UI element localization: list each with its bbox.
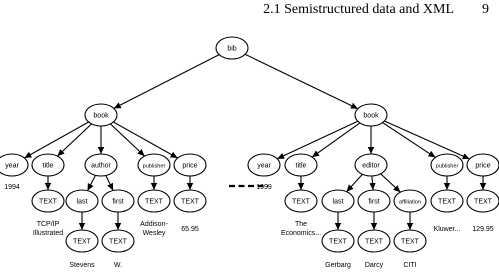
svg-text:editor: editor (362, 162, 380, 170)
svg-text:title: title (295, 162, 307, 170)
svg-text:TEXT: TEXT (401, 238, 419, 246)
node-lfirstT (102, 230, 134, 252)
svg-text:TEXT: TEXT (438, 198, 456, 206)
edge-bib-rbook (245, 54, 358, 108)
page-number: 9 (482, 2, 489, 17)
svg-text:author: author (91, 162, 111, 170)
value-right-publisher_value: Kluwer... (433, 226, 461, 233)
svg-text:TEXT: TEXT (365, 238, 383, 246)
svg-text:affiliation: affiliation (399, 199, 421, 206)
svg-text:TEXT: TEXT (145, 198, 163, 206)
edge-lauthor-llast (88, 175, 96, 190)
section-title: 2.1 Semistructured data and XML (263, 2, 454, 17)
edge-lauthor-lfirst (106, 176, 113, 191)
value-left-title_value-line1: TCP/IP (36, 221, 60, 228)
edge-lbook-lpub (110, 124, 144, 156)
value-right-title_value-line1: The (294, 221, 308, 228)
edge-lbook-lyear (24, 122, 88, 158)
svg-text:TEXT: TEXT (329, 238, 347, 246)
svg-text:last: last (76, 198, 88, 206)
value-left-first_value: W. (113, 262, 123, 269)
svg-text:TEXT: TEXT (109, 238, 127, 246)
svg-text:TEXT: TEXT (39, 198, 57, 206)
node-lpub (138, 154, 170, 176)
svg-text:book: book (363, 112, 379, 120)
svg-text:TEXT: TEXT (474, 198, 492, 206)
svg-text:last: last (332, 198, 344, 206)
node-lbook (85, 104, 117, 126)
value-right-price_value: 129.95 (472, 226, 494, 233)
edge-bib-lbook (114, 55, 219, 109)
svg-text:book: book (93, 112, 109, 120)
node-rfirst (358, 190, 390, 212)
node-rlast (322, 190, 354, 212)
value-right-affiliation_value: CITI (403, 262, 417, 269)
node-rpriceT (467, 190, 499, 212)
node-rpub (431, 154, 463, 176)
value-left-last_value: Stevens (69, 262, 95, 269)
svg-text:TEXT: TEXT (73, 238, 91, 246)
value-left-publisher_value-line1: Addison- (140, 221, 168, 228)
svg-text:first: first (368, 198, 380, 206)
value-right-year_value: 1999 (256, 184, 272, 191)
edge-reditor-raff (381, 174, 401, 192)
node-lauthor (85, 154, 117, 176)
value-left-publisher_value-line2: Wesley (142, 230, 166, 237)
node-rbook (355, 104, 387, 126)
node-ryear (248, 154, 280, 176)
node-lpubT (138, 190, 170, 212)
svg-text:year: year (5, 162, 19, 170)
node-reditor (355, 154, 387, 176)
edge-lbook-ltitle (57, 124, 91, 156)
node-lfirst (102, 190, 134, 212)
svg-text:title: title (42, 162, 54, 170)
edge-lbook-lprice (113, 122, 177, 158)
node-lpriceT (174, 190, 206, 212)
edge-rbook-rtitle (312, 123, 360, 157)
node-rprice (467, 154, 499, 176)
node-ltitleT (32, 190, 64, 212)
value-right-title_value-line2: Economics... (280, 230, 322, 237)
value-left-title_value-line2: Illustrated (32, 230, 64, 237)
node-bib (216, 37, 248, 59)
node-llast (66, 190, 98, 212)
node-raffT (394, 230, 426, 252)
svg-text:year: year (257, 162, 271, 170)
node-lprice (174, 154, 206, 176)
value-right-last_value: Gerbarg (325, 262, 351, 269)
svg-text:TEXT: TEXT (292, 198, 310, 206)
node-ltitle (32, 154, 64, 176)
value-left-price_value: 65.95 (181, 226, 199, 233)
node-rlastT (322, 230, 354, 252)
node-rpubT (431, 190, 463, 212)
svg-text:price: price (475, 162, 491, 170)
svg-text:bib: bib (227, 45, 237, 53)
edge-rbook-rprice (384, 121, 469, 159)
node-lyear (0, 154, 28, 176)
svg-text:TEXT: TEXT (181, 198, 199, 206)
value-left-year_value: 1994 (4, 184, 20, 191)
svg-text:publisher: publisher (142, 163, 166, 170)
value-right-first_value: Darcy (364, 262, 384, 269)
svg-text:publisher: publisher (435, 163, 459, 170)
edge-reditor-rfirst (372, 176, 373, 190)
svg-text:first: first (112, 198, 124, 206)
node-llastT (66, 230, 98, 252)
node-rtitleT (285, 190, 317, 212)
edge-reditor-rlast (347, 174, 363, 191)
node-rtitle (285, 154, 317, 176)
svg-text:price: price (182, 162, 198, 170)
node-raff (394, 190, 426, 212)
node-rfirstT (358, 230, 390, 252)
